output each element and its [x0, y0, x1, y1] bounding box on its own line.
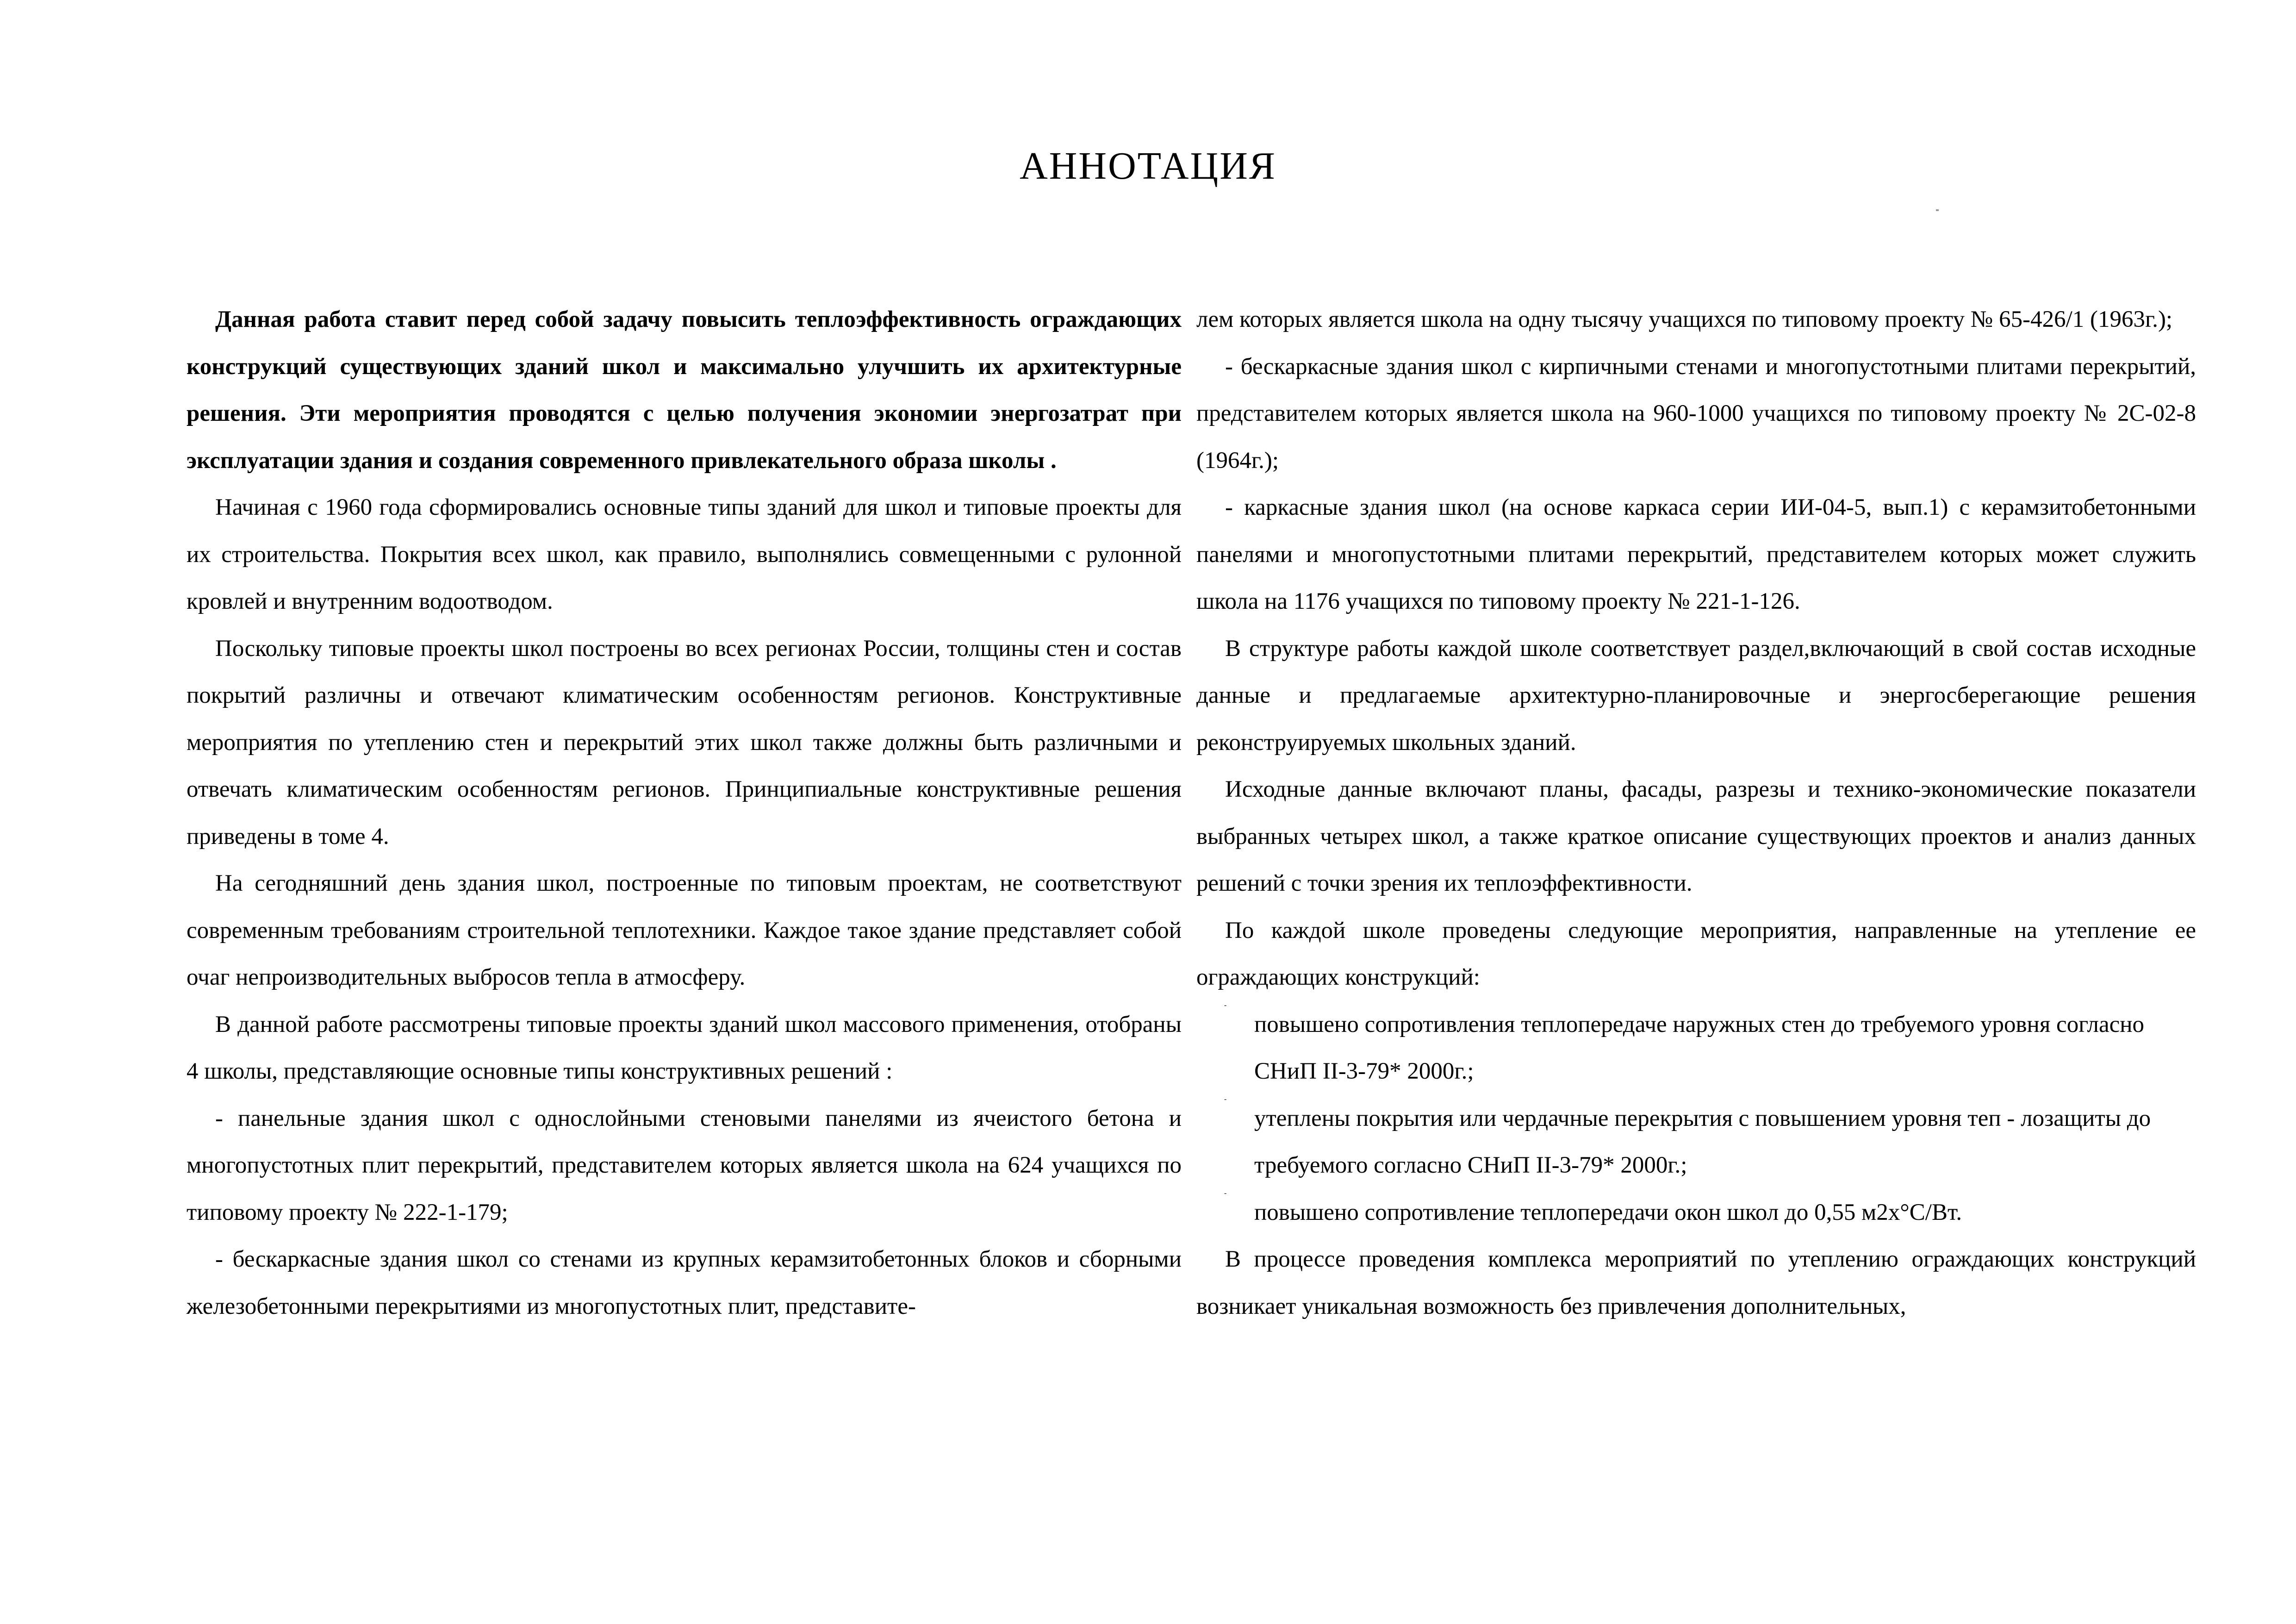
paragraph-current-state: На сегодняшний день здания школ, построенные по типовым проектам, не соответствуют современным требованиям строительной теплотехники. Каждое такое здание представляет собой очаг непроизводительных выбросов тепла в атмосферу.	[187, 870, 1182, 990]
paragraph-type-brick: - бескаркасные здания школ с кирпичными стенами и многопустотными плитами перекрытий, представителем которых является школа на 960-1000 учащихся по типовому проекту № 2С-02-8 (1964г.);	[1196, 353, 2196, 474]
list-marker: -	[1224, 1001, 1227, 1009]
paragraph-regions: Поскольку типовые проекты школ построены во всех регионах России, толщины стен и состав покрытий различны и отвечают климатическим особенностям регионов. Конструктивные мероприятия по утеплению стен и перекрытий этих школ также должны быть различными и отвечать климатическим особенностям регионов. Принципиальные конструктивные решения приведены в томе 4.	[187, 635, 1182, 849]
paragraph-measures: По каждой школе проведены следующие мероприятия, направленные на утепление ее ограждающих конструкций:	[1196, 917, 2196, 990]
list-item	[1196, 1189, 2196, 1237]
paragraph-selection: В данной работе рассмотрены типовые проекты зданий школ массового применения, отобраны 4 школы, представляющие основные типы конструктивных решений :	[187, 1011, 1182, 1084]
paragraph-type-block-cont: лем которых является школа на одну тысячу учащихся по типовому проекту № 65-426/1 (1963г.);	[1196, 306, 2173, 332]
paragraph-type-frame: - каркасные здания школ (на основе каркаса серии ИИ-04-5, вып.1) с керамзитобетонными панелями и многопустотными плитами перекрытий, представителем которых может служить школа на 1176 учащихся по типовому проекту № 221-1-126.	[1196, 494, 2196, 614]
right-column	[1196, 296, 2196, 1330]
scan-speck	[1936, 209, 1939, 211]
list-item	[1196, 1001, 2196, 1095]
page-title: АННОТАЦИЯ	[1020, 144, 1276, 187]
paragraph-intro: Данная работа ставит перед собой задачу повысить теплоэффективность ограждающих конструкций существующих зданий школ и максимально улучшить их архитектурные решения. Эти мероприятия проводятся с целью получения экономии энергозатрат при эксплуатации здания и создания современного привлекательного образа школы .	[187, 306, 1182, 474]
list-item-text: повышено сопротивления теплопередаче наружных стен до требуемого уровня согласно СНиП ІІ-3-79* 2000г.;	[1254, 1011, 2145, 1084]
paragraph-history: Начиная с 1960 года сформировались основные типы зданий для школ и типовые проекты для их строительства. Покрытия всех школ, как правило, выполнялись совмещенными с рулонной кровлей и внутренним водоотводом.	[187, 494, 1182, 614]
left-column	[187, 296, 1182, 1330]
list-item	[1196, 1095, 2196, 1189]
paragraph-type-panel: - панельные здания школ с однослойными стеновыми панелями из ячеистого бетона и многопустотных плит перекрытий, представителем которых является школа на 624 учащихся по типовому проекту № 222-1-179;	[187, 1105, 1182, 1225]
paragraph-type-block: - бескаркасные здания школ со стенами из крупных керамзитобетонных блоков и сборными железобетонными перекрытиями из многопустотных плит, представите-	[187, 1246, 1182, 1319]
paragraph-structure: В структуре работы каждой школе соответствует раздел,включающий в свой состав исходные данные и предлагаемые архитектурно-планировочные и энергосберегающие решения реконструируемых школьных зданий.	[1196, 635, 2196, 756]
paragraph-source-data: Исходные данные включают планы, фасады, разрезы и технико-экономические показатели выбранных четырех школ, а также краткое описание существующих проектов и анализ данных решений с точки зрения их теплоэффективности.	[1196, 776, 2196, 896]
list-marker: -	[1224, 1095, 1227, 1103]
list-item-text: утеплены покрытия или чердачные перекрытия с повышением уровня теп - лозащиты до требуемого согласно СНиП ІІ-3-79* 2000г.;	[1254, 1105, 2151, 1178]
paragraph-opportunity: В процессе проведения комплекса мероприятий по утеплению ограждающих конструкций возникает уникальная возможность без привлечения дополнительных,	[1196, 1246, 2196, 1319]
list-marker: -	[1224, 1189, 1227, 1197]
list-item-text: повышено сопротивление теплопередачи окон школ до 0,55 м2х°С/Вт.	[1254, 1199, 1962, 1225]
